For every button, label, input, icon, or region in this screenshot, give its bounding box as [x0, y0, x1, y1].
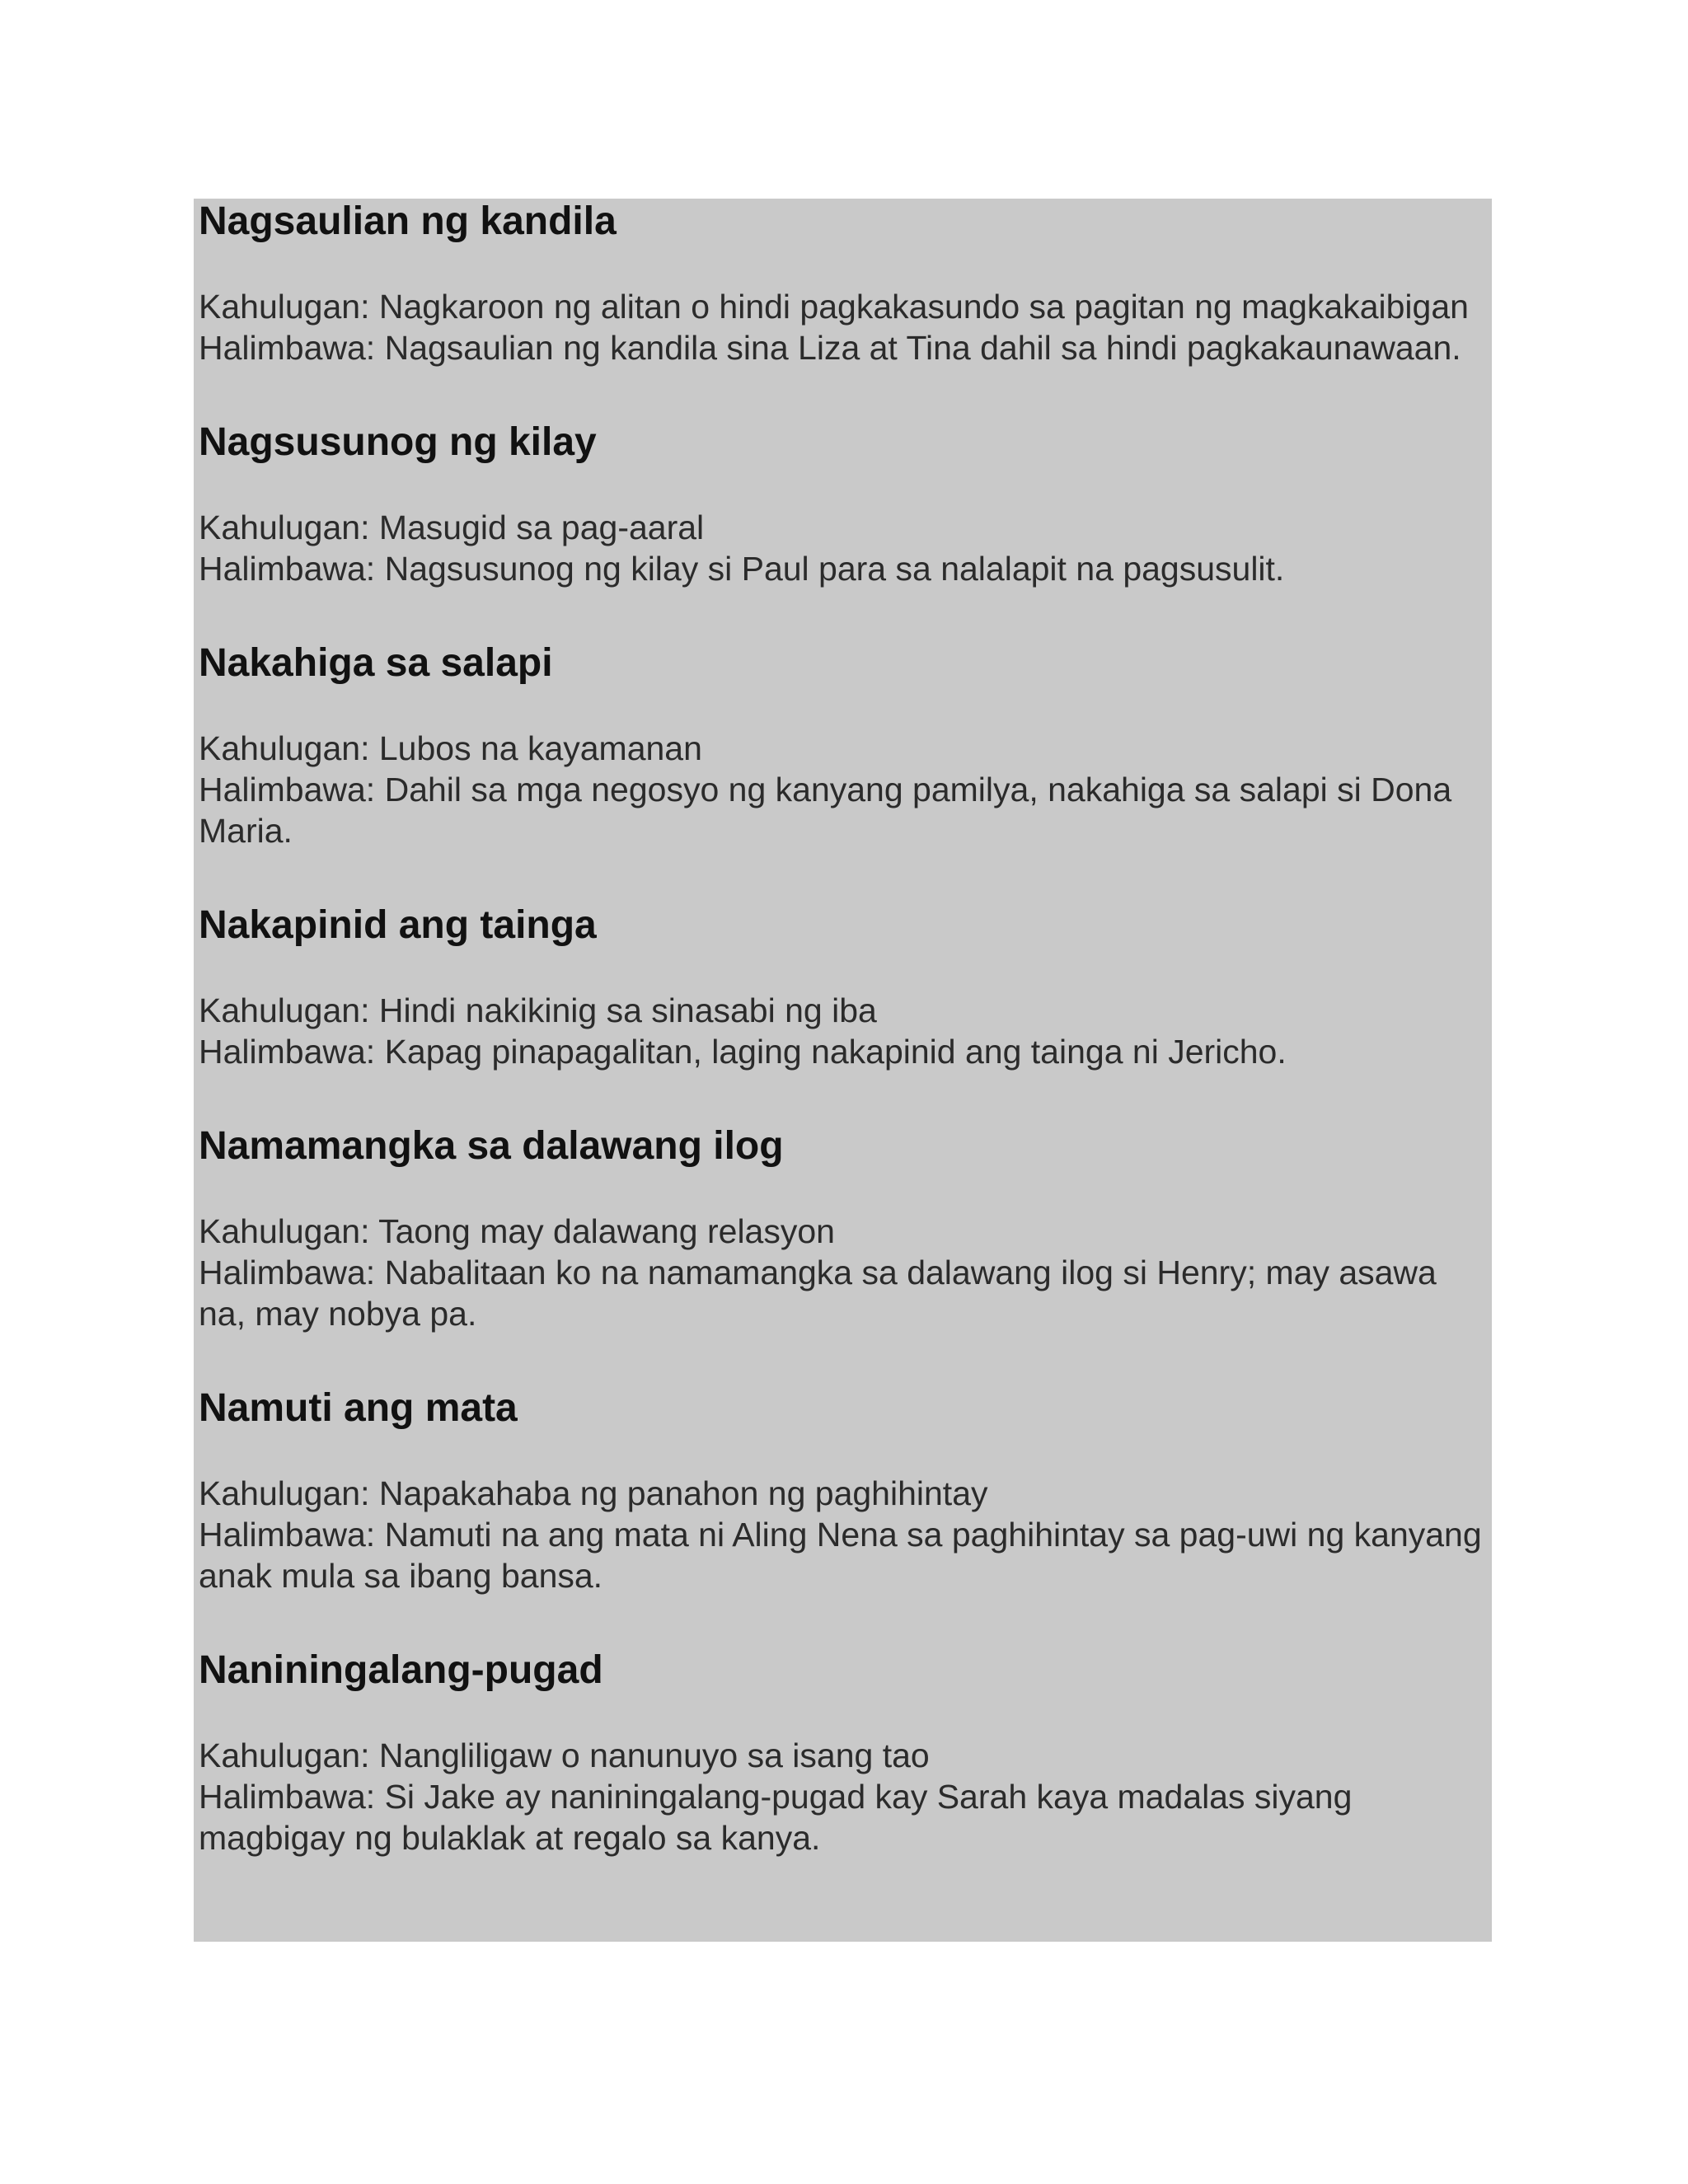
idiom-entry [199, 1123, 1492, 1334]
idiom-title: Naniningalang-pugad [199, 1648, 603, 1692]
idiom-title: Nagsusunog ng kilay [199, 420, 597, 464]
idiom-entry [199, 902, 1492, 1072]
idiom-body [199, 728, 1492, 851]
idiom-kahulugan: Kahulugan: Taong may dalawang relasyon [199, 1212, 835, 1250]
idiom-halimbawa: Halimbawa: Nabalitaan ko na namamangka sa dalawang ilog si Henry; may asawa na, may nobya pa. [199, 1254, 1437, 1333]
idiom-kahulugan: Kahulugan: Masugid sa pag-aaral [199, 509, 705, 546]
idiom-entry [199, 199, 1492, 368]
idiom-body [199, 1473, 1492, 1596]
idiom-kahulugan: Kahulugan: Nagkaroon ng alitan o hindi pagkakasundo sa pagitan ng magkakaibigan [199, 288, 1469, 326]
idiom-entry [199, 640, 1492, 851]
idiom-halimbawa: Halimbawa: Dahil sa mga negosyo ng kanyang pamilya, nakahiga sa salapi si Dona Maria. [199, 771, 1452, 850]
idiom-halimbawa: Halimbawa: Kapag pinapagalitan, laging nakapinid ang tainga ni Jericho. [199, 1033, 1287, 1071]
idiom-halimbawa: Halimbawa: Si Jake ay naniningalang-pugad kay Sarah kaya madalas siyang magbigay ng bulaklak at regalo sa kanya. [199, 1778, 1353, 1857]
idiom-kahulugan: Kahulugan: Lubos na kayamanan [199, 729, 702, 767]
idiom-halimbawa: Halimbawa: Namuti na ang mata ni Aling Nena sa paghihintay sa pag-uwi ng kanyang anak mula sa ibang bansa. [199, 1516, 1482, 1595]
idiom-kahulugan: Kahulugan: Napakahaba ng panahon ng paghihintay [199, 1474, 988, 1512]
idiom-entry [199, 1647, 1492, 1858]
idioms-block [194, 199, 1492, 1942]
idiom-title: Nagsaulian ng kandila [199, 199, 617, 243]
idiom-title: Nakapinid ang tainga [199, 903, 597, 947]
idiom-title: Namamangka sa dalawang ilog [199, 1124, 784, 1168]
idiom-entry [199, 419, 1492, 589]
idiom-body [199, 990, 1492, 1072]
idiom-entry [199, 1385, 1492, 1596]
idiom-halimbawa: Halimbawa: Nagsusunog ng kilay si Paul para sa nalalapit na pagsusulit. [199, 550, 1285, 588]
idiom-body [199, 1735, 1492, 1858]
idiom-body [199, 286, 1492, 368]
idiom-body [199, 507, 1492, 589]
idiom-body [199, 1211, 1492, 1334]
idiom-kahulugan: Kahulugan: Nangliligaw o nanunuyo sa isang tao [199, 1736, 930, 1774]
idiom-kahulugan: Kahulugan: Hindi nakikinig sa sinasabi ng iba [199, 991, 877, 1029]
idiom-halimbawa: Halimbawa: Nagsaulian ng kandila sina Liza at Tina dahil sa hindi pagkakaunawaan. [199, 329, 1461, 367]
idiom-title: Namuti ang mata [199, 1386, 518, 1430]
idiom-title: Nakahiga sa salapi [199, 641, 553, 685]
